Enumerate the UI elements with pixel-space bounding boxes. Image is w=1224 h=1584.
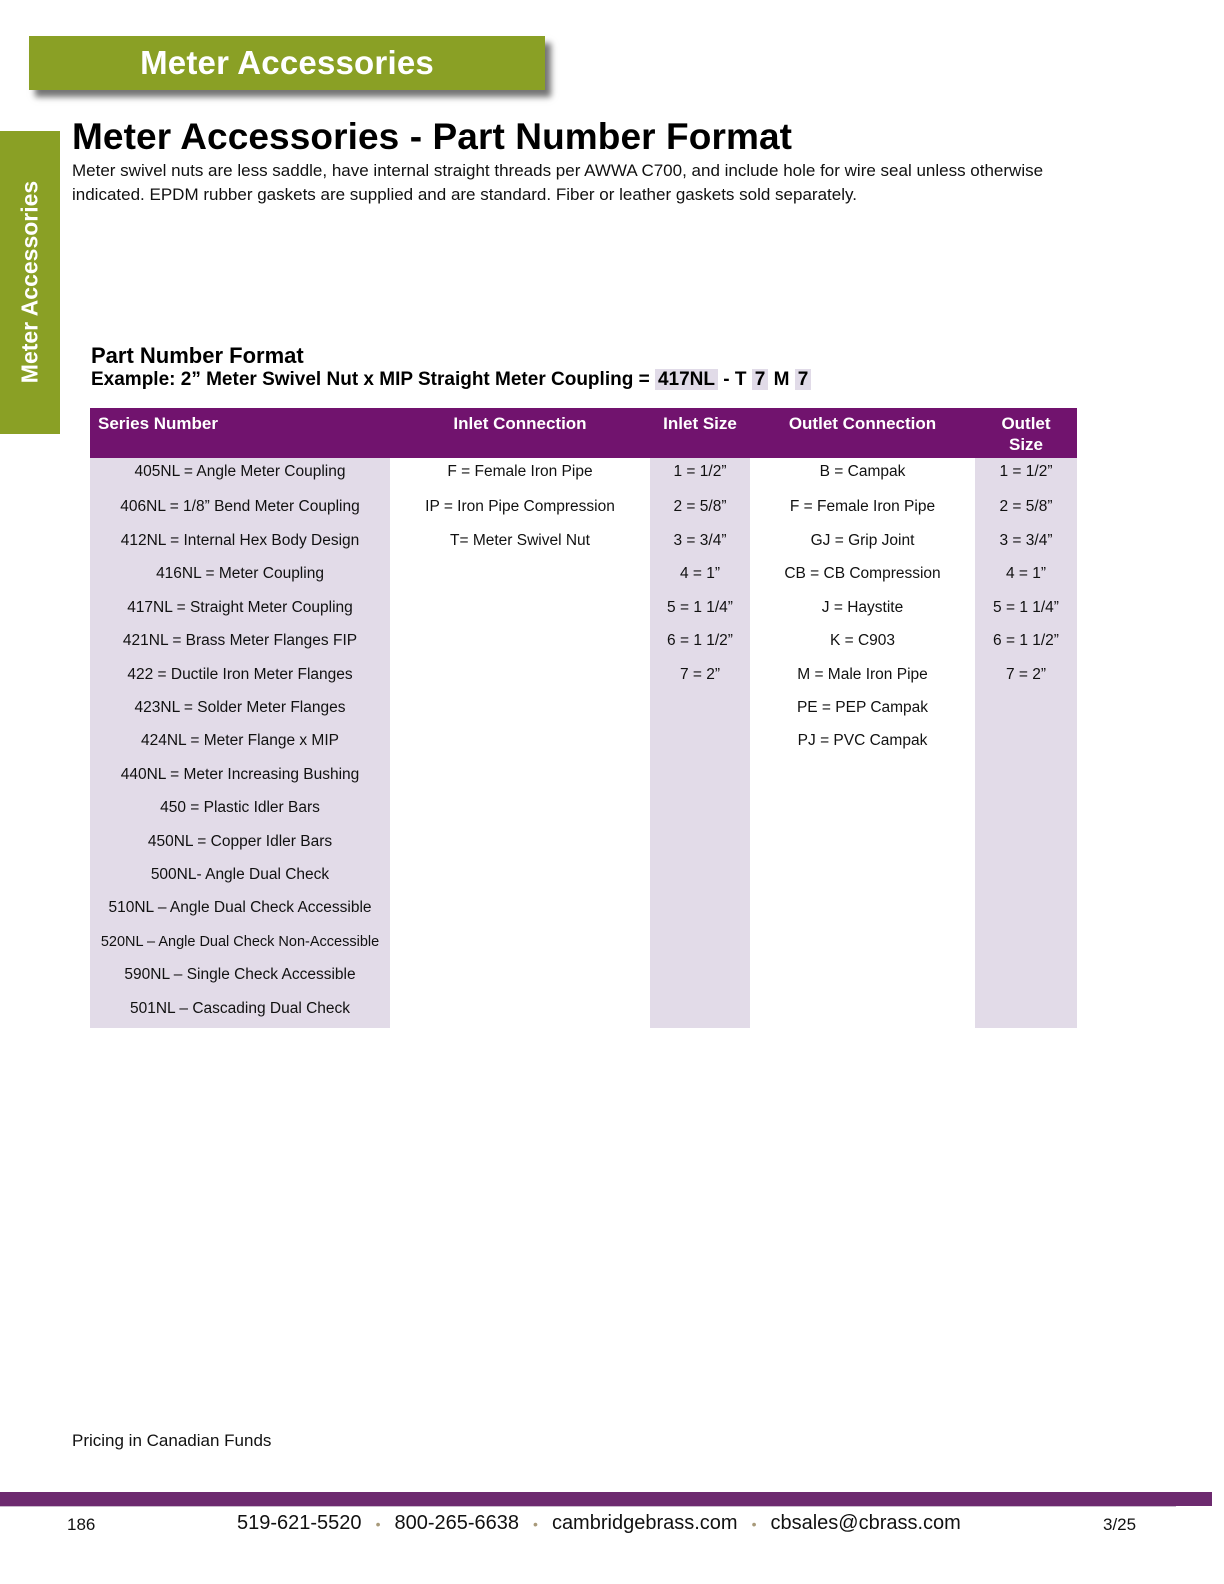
separator-dot: • [533,1515,538,1532]
footer-divider [0,1506,1176,1507]
series-cell: 405NL = Angle Meter Coupling [134,463,346,480]
example-separator: - T [718,369,747,390]
example-prefix: Example: 2” Meter Swivel Nut x MIP Straight Meter Coupling = [91,369,655,390]
outlet-connection-cell: PE = PEP Campak [796,699,929,716]
inlet-size-cell: 5 = 1 1/4” [667,599,733,616]
part-number-format-title: Part Number Format [91,343,304,368]
outlet-size-cell: 5 = 1 1/4” [993,599,1059,616]
series-cell: 500NL- Angle Dual Check [150,866,330,883]
series-cell: 440NL = Meter Increasing Bushing [120,766,360,783]
outlet-connection-cell: GJ = Grip Joint [810,532,915,549]
header-inlet-size: Inlet Size [663,414,737,433]
series-cell: 412NL = Internal Hex Body Design [120,532,360,549]
inlet-size-cell: 1 = 1/2” [673,463,727,480]
example-outlet-connection: M [768,369,790,390]
inlet-size-cell: 7 = 2” [679,666,721,683]
series-cell: 501NL – Cascading Dual Check [130,1000,350,1017]
outlet-connection-cell: M = Male Iron Pipe [797,666,928,683]
outlet-size-cell: 4 = 1” [1005,565,1047,582]
website-link[interactable]: cambridgebrass.com [551,1512,738,1534]
header-series-number: Series Number [98,414,218,433]
part-number-table [90,408,1077,1028]
example-inlet-size-highlight: 7 [752,369,769,390]
example-outlet-size-highlight: 7 [795,369,812,390]
side-tab [0,131,60,434]
inlet-connection-cell: T= Meter Swivel Nut [450,532,590,549]
page-number: 186 [67,1515,96,1534]
page-title: Meter Accessories - Part Number Format [72,116,793,157]
header-outlet-size-line2: Size [1008,435,1044,454]
table-body [90,458,1077,1028]
inlet-size-cell: 6 = 1 1/2” [667,632,733,649]
inlet-size-cell: 2 = 5/8” [673,498,727,515]
header-inlet-connection: Inlet Connection [453,414,587,433]
header-outlet-size [975,413,1077,455]
outlet-connection-cell: B = Campak [819,463,906,480]
phone-1[interactable]: 519-621-5520 [237,1512,362,1534]
table-header [90,408,1077,458]
series-cell: 423NL = Solder Meter Flanges [134,699,346,716]
footer-contact [237,1512,961,1535]
series-cell: 424NL = Meter Flange x MIP [140,732,339,749]
inlet-connection-cell: IP = Iron Pipe Compression [425,498,615,515]
series-cell: 406NL = 1/8” Bend Meter Coupling [120,498,360,515]
section-banner-title: Meter Accessories [140,44,434,81]
series-cell: 421NL = Brass Meter Flanges FIP [122,632,358,649]
example-series-highlight: 417NL [655,369,718,390]
series-cell: 416NL = Meter Coupling [156,565,324,582]
inlet-size-cell: 4 = 1” [679,565,721,582]
separator-dot: • [375,1515,381,1532]
intro-line-1: Meter swivel nuts are less saddle, have internal straight threads per AWWA C700, and include hole for wire seal unless otherwise [72,161,1044,180]
header-outlet-size-line1: Outlet [1001,414,1051,433]
outlet-size-cell: 1 = 1/2” [999,463,1053,480]
header-outlet-connection: Outlet Connection [788,414,937,433]
revision-date: 3/25 [1103,1515,1137,1534]
outlet-connection-cell: J = Haystite [821,599,904,616]
outlet-connection-cell: CB = CB Compression [784,565,941,582]
part-number-example [91,369,811,391]
intro-line-2: indicated. EPDM rubber gaskets are supplied and are standard. Fiber or leather gaskets sold separately. [72,185,857,204]
series-cell: 450 = Plastic Idler Bars [160,799,320,816]
outlet-connection-cell: K = C903 [829,632,896,649]
email-link[interactable]: cbsales@cbrass.com [770,1512,961,1534]
section-banner [29,36,545,90]
footer-bar [0,1492,1212,1506]
side-tab-label: Meter Accessories [16,180,43,384]
intro-paragraph [72,159,1132,207]
outlet-size-cell: 3 = 3/4” [999,532,1053,549]
series-cell: 520NL – Angle Dual Check Non-Accessible [100,934,380,950]
series-cell: 417NL = Straight Meter Coupling [127,599,353,616]
outlet-size-cell: 7 = 2” [1005,666,1047,683]
outlet-size-cell: 6 = 1 1/2” [993,632,1059,649]
separator-dot: • [751,1515,757,1532]
inlet-size-cell: 3 = 3/4” [673,532,727,549]
phone-2[interactable]: 800-265-6638 [394,1512,520,1534]
series-cell: 422 = Ductile Iron Meter Flanges [127,666,353,683]
series-cell: 510NL – Angle Dual Check Accessible [108,899,372,916]
pricing-note: Pricing in Canadian Funds [72,1431,272,1450]
series-cell: 590NL – Single Check Accessible [124,966,356,983]
outlet-size-cell: 2 = 5/8” [999,498,1053,515]
outlet-connection-cell: F = Female Iron Pipe [789,498,936,515]
outlet-connection-cell: PJ = PVC Campak [797,732,928,749]
inlet-connection-cell: F = Female Iron Pipe [447,463,593,480]
series-cell: 450NL = Copper Idler Bars [147,833,333,850]
